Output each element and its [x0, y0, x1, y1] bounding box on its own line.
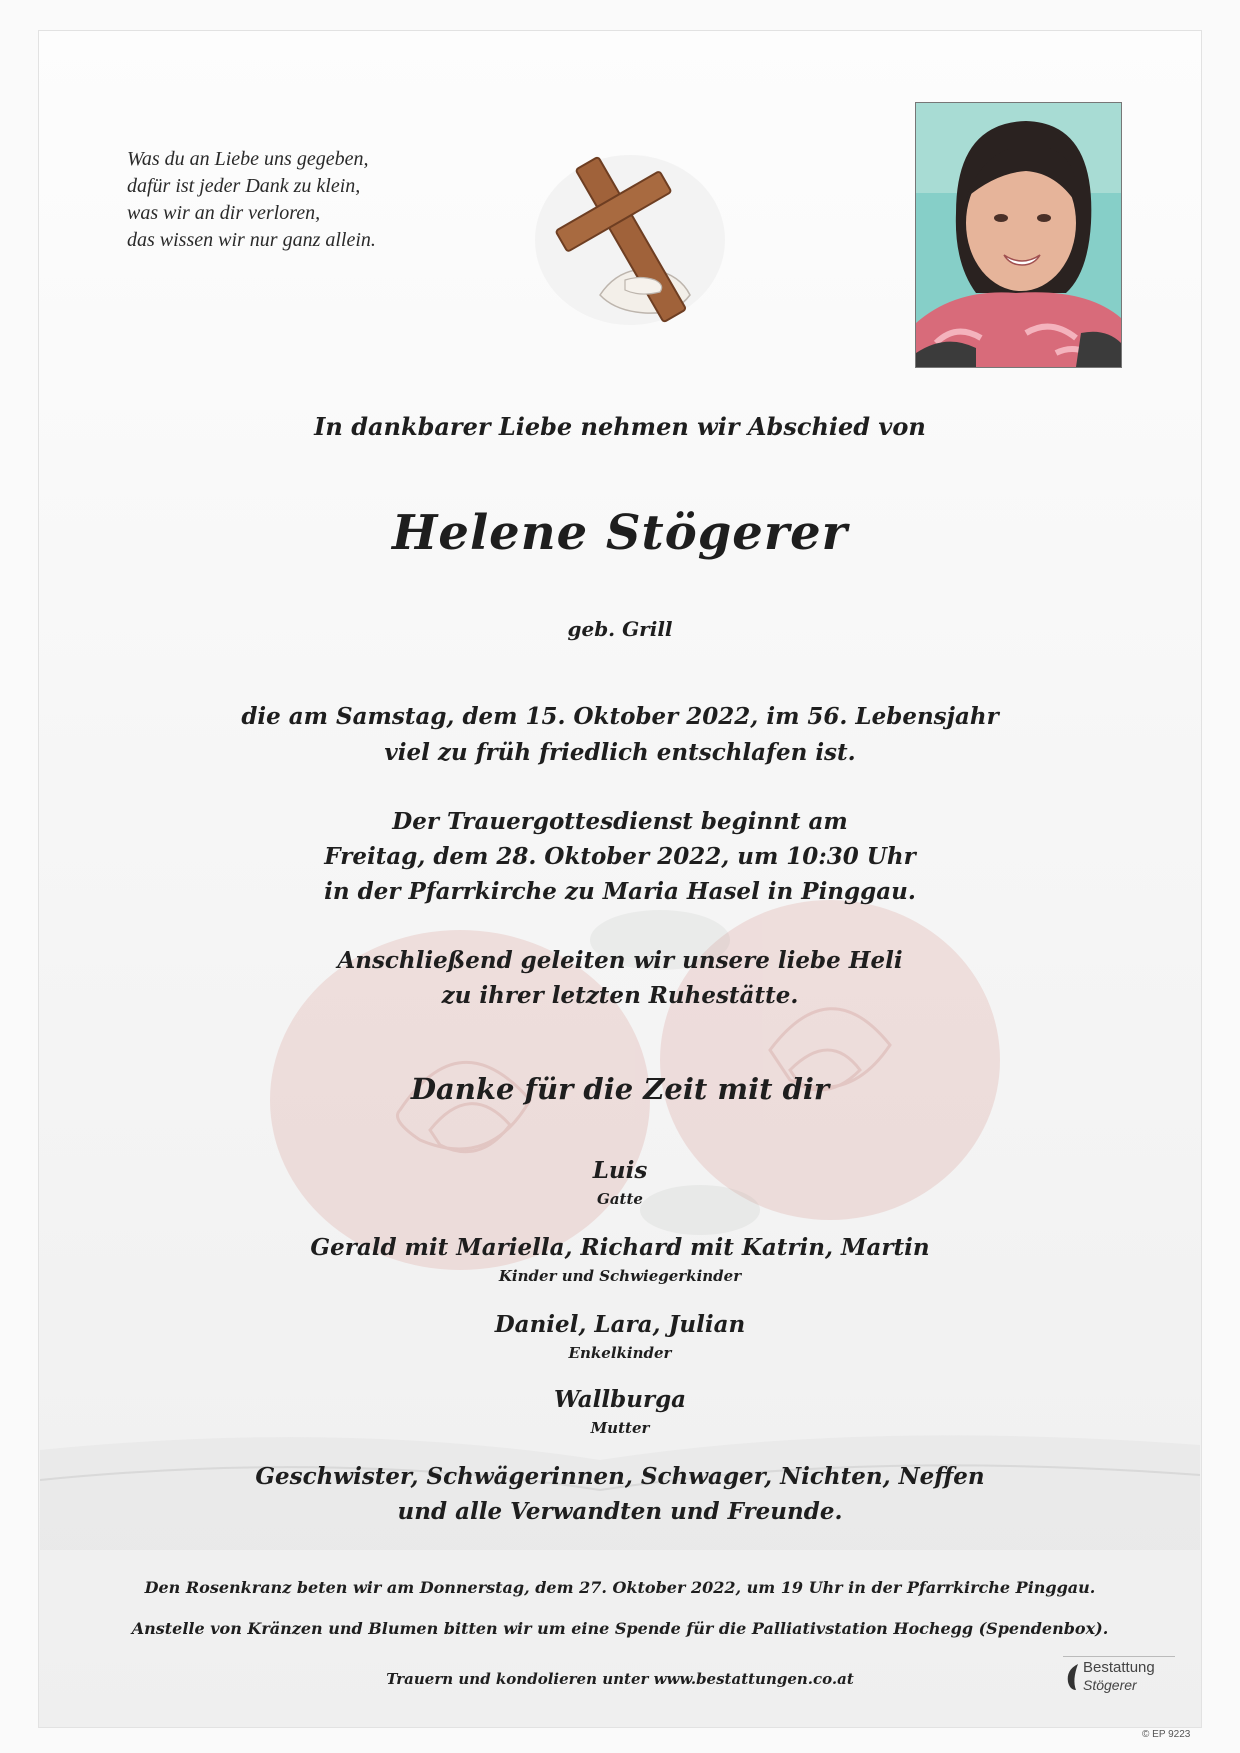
poem-line: was wir an dir verloren,: [127, 202, 321, 224]
poem: [127, 146, 376, 254]
logo-text: Bestattung: [1083, 1659, 1155, 1676]
cross-with-hand-illustration: [530, 140, 730, 340]
logo-text: Stögerer: [1083, 1677, 1137, 1693]
intro-line: In dankbarer Liebe nehmen wir Abschied von: [314, 412, 926, 441]
mourner-names: Luis: [592, 1157, 648, 1184]
mourner-relation: Enkelkinder: [568, 1344, 672, 1362]
donation-note: Anstelle von Kränzen und Blumen bitten wir um eine Spende für die Palliativstation Hochegg (Spendenbox).: [131, 1619, 1109, 1638]
bestattung-leaf-logo-icon: [1064, 1662, 1082, 1692]
portrait-photo: [915, 102, 1122, 368]
relatives-line-1: Geschwister, Schwägerinnen, Schwager, Nichten, Neffen: [255, 1463, 985, 1490]
rosary-note: Den Rosenkranz beten wir am Donnerstag, dem 27. Oktober 2022, um 19 Uhr in der Pfarrkirche Pinggau.: [144, 1578, 1096, 1597]
mourner-relation: Gatte: [597, 1190, 643, 1208]
poem-line: das wissen wir nur ganz allein.: [127, 229, 376, 251]
thanks-heading: Danke für die Zeit mit dir: [410, 1072, 830, 1106]
burial-line-1: Anschließend geleiten wir unsere liebe Heli: [337, 947, 903, 974]
logo-rule: [1063, 1656, 1175, 1657]
service-line-1: Der Trauergottesdienst beginnt am: [392, 808, 848, 835]
relatives-line-2: und alle Verwandten und Freunde.: [397, 1498, 843, 1525]
mourner-relation: Kinder und Schwiegerkinder: [498, 1267, 742, 1285]
mourner-names: Wallburga: [553, 1386, 687, 1413]
poem-line: Was du an Liebe uns gegeben,: [127, 148, 369, 170]
condolence-note: Trauern und kondolieren unter www.bestattungen.co.at: [386, 1670, 854, 1688]
mourner-names: Daniel, Lara, Julian: [494, 1311, 746, 1338]
poem-line: dafür ist jeder Dank zu klein,: [127, 175, 361, 197]
death-line-2: viel zu früh friedlich entschlafen ist.: [384, 739, 856, 766]
service-line-2: Freitag, dem 28. Oktober 2022, um 10:30 Uhr: [324, 843, 916, 870]
death-line-1: die am Samstag, dem 15. Oktober 2022, im 56. Lebensjahr: [241, 703, 999, 730]
burial-line-2: zu ihrer letzten Ruhestätte.: [441, 982, 799, 1009]
mourner-relation: Mutter: [590, 1419, 650, 1437]
mourner-names: Gerald mit Mariella, Richard mit Katrin, Martin: [310, 1234, 930, 1261]
deceased-name: Helene Stögerer: [392, 505, 848, 561]
copyright-code: © EP 9223: [1142, 1729, 1191, 1740]
service-line-3: in der Pfarrkirche zu Maria Hasel in Pinggau.: [324, 878, 916, 905]
maiden-name: geb. Grill: [567, 617, 673, 641]
